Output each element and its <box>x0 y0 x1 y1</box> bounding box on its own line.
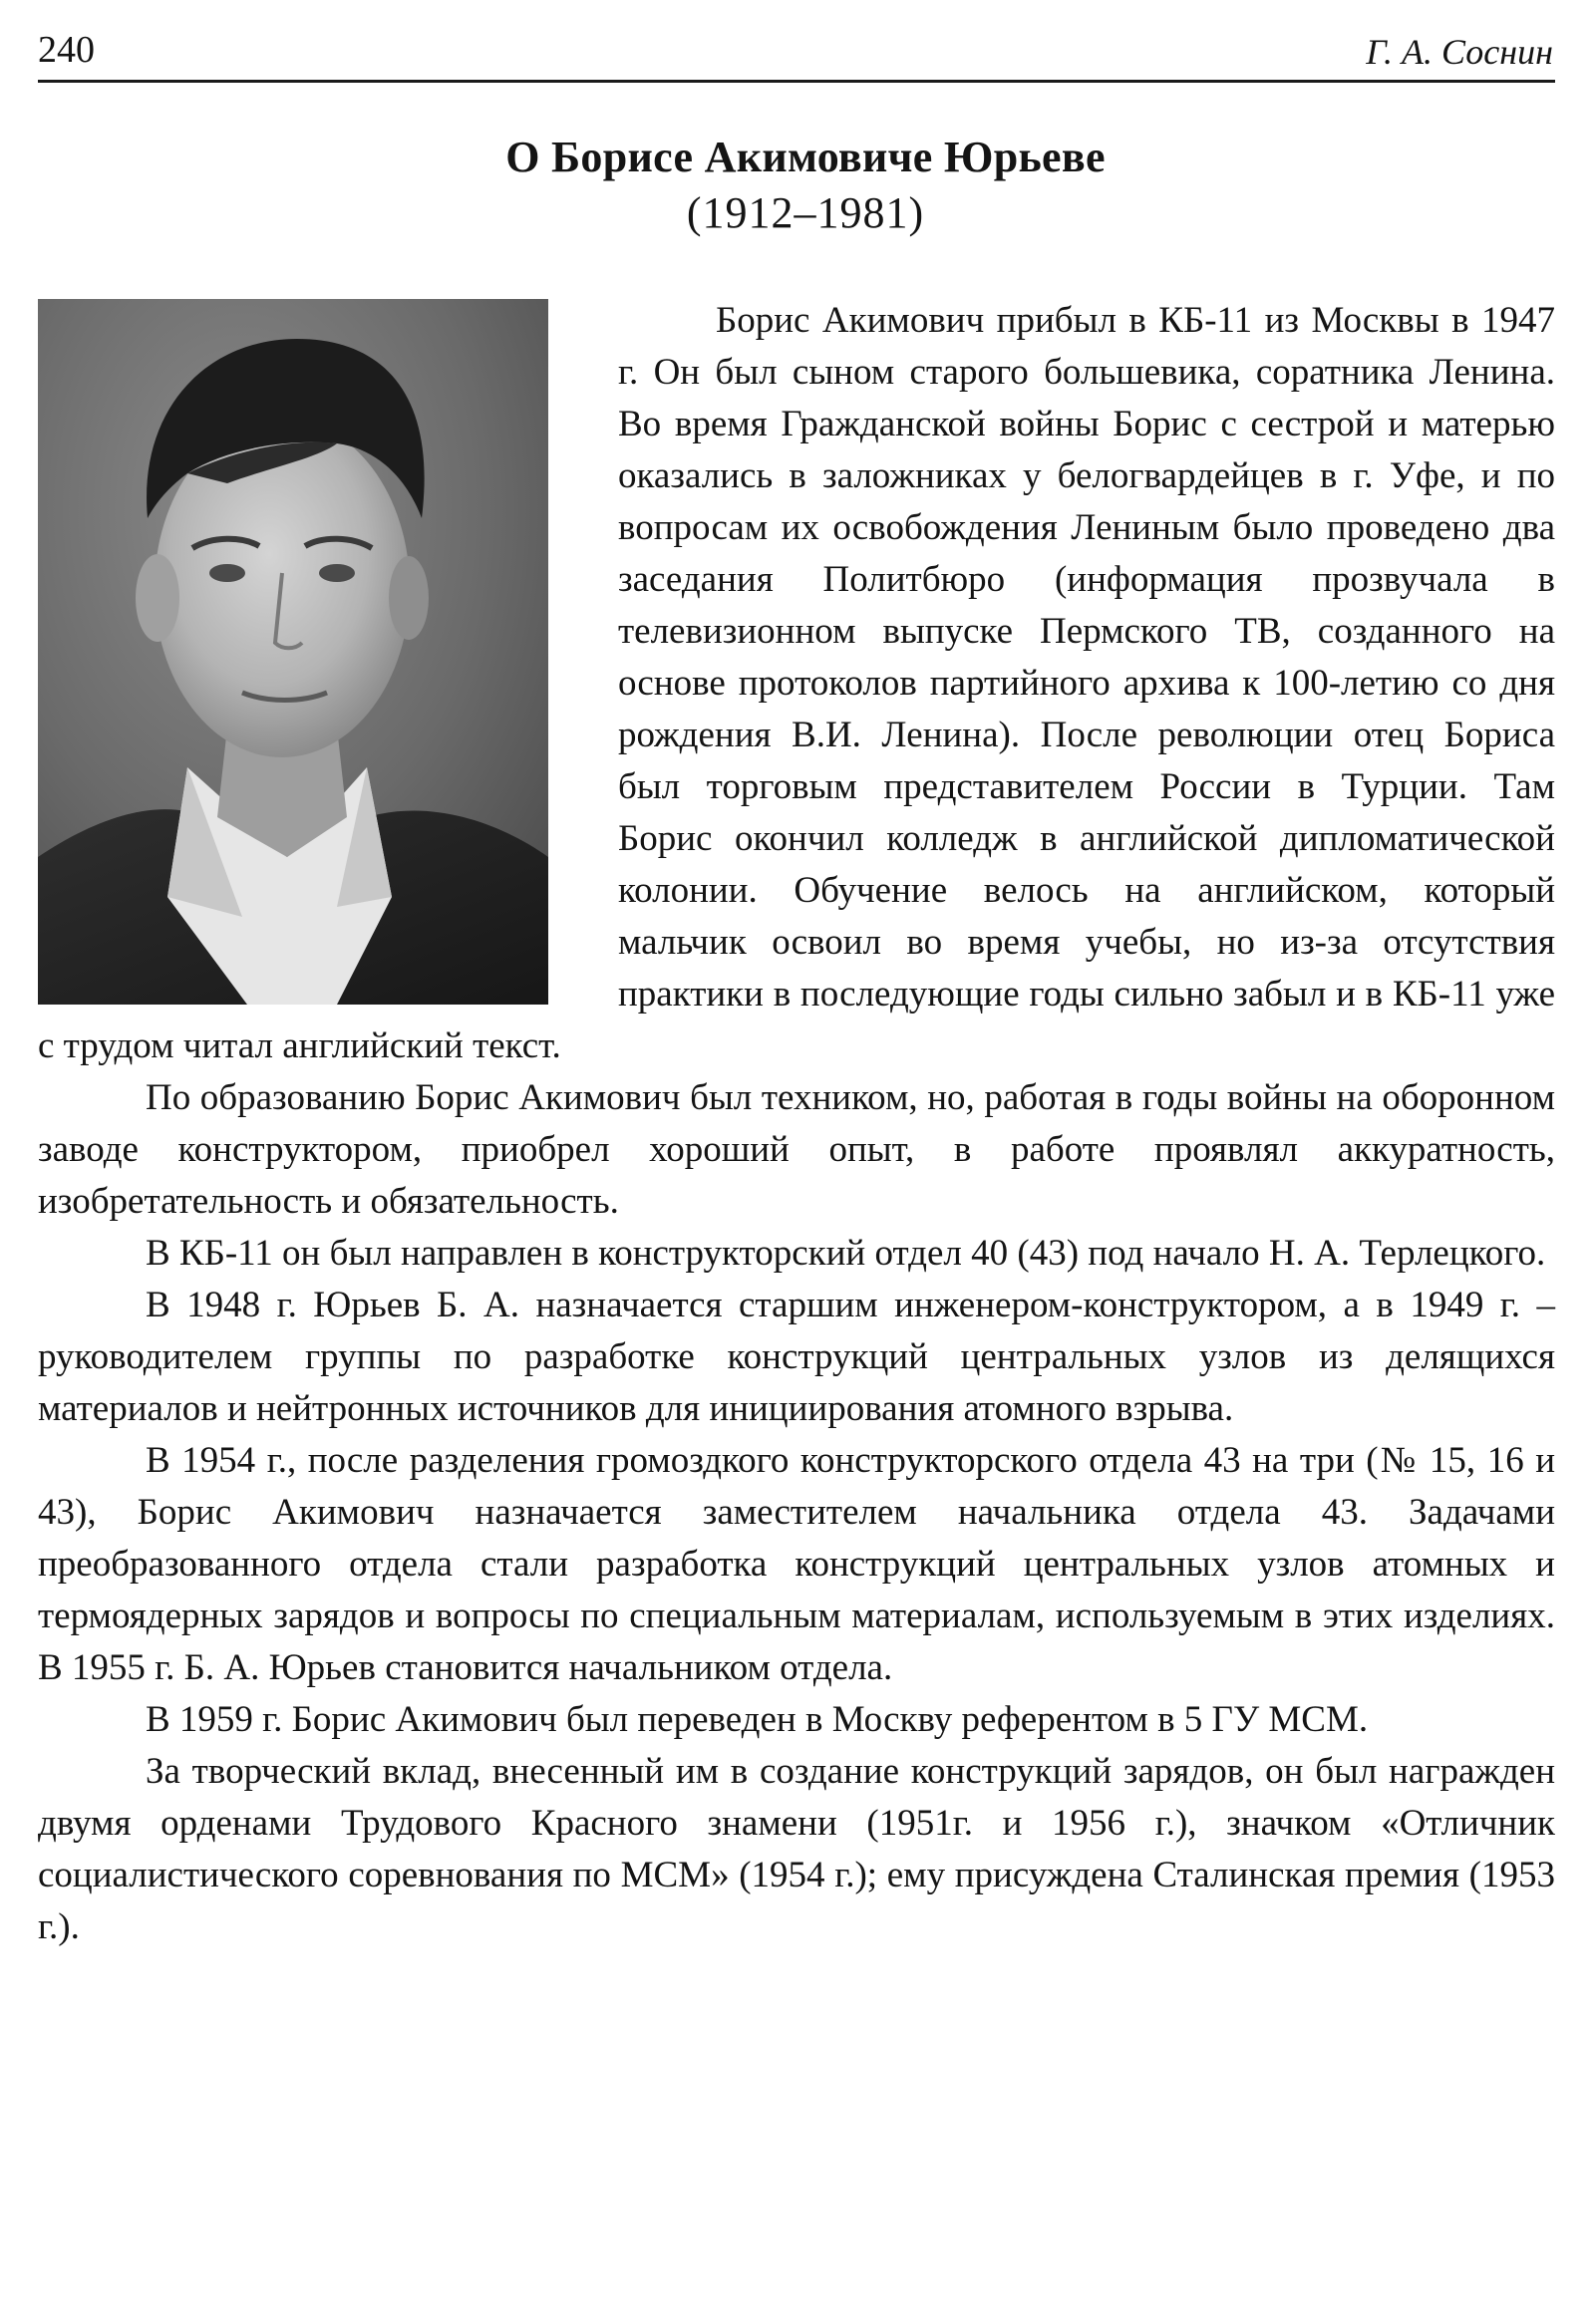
paragraph-7: За творческий вклад, внесенный им в создание конструкций зарядов, он был награжден двумя орденами Трудового Красного знамени (1951г. и 1956 г.), значком «Отличник социалистического соревнования по МСМ» (1954 г.); ему присуждена Сталинская премия (1953 г.). <box>38 1751 1555 1947</box>
article-body <box>38 295 1555 1953</box>
page-number: 240 <box>38 29 95 71</box>
running-author: Г. А. Соснин <box>1366 32 1553 72</box>
article-heading <box>0 130 1595 241</box>
paragraph-6: В 1959 г. Борис Акимович был переведен в Москву референтом в 5 ГУ МСМ. <box>146 1699 1369 1740</box>
paragraph-3: В КБ-11 он был направлен в конструкторский отдел 40 (43) под начало Н. А. Терлецкого. <box>146 1233 1546 1274</box>
article-title: О Борисе Акимовиче Юрьеве <box>505 133 1106 181</box>
paragraph-2: По образованию Борис Акимович был техником, но, работая в годы войны на оборонном заводе конструктором, приобрел хороший опыт, в работе проявлял аккуратность, изобретательность и обязательность. <box>38 1077 1555 1222</box>
paragraph-4: В 1948 г. Юрьев Б. А. назначается старшим инженером-конструктором, а в 1949 г. – руководителем группы по разработке конструкций центральных узлов из делящихся материалов и нейтронных источников для инициирования атомного взрыва. <box>38 1285 1555 1429</box>
running-header <box>38 24 1555 83</box>
photo-spacer <box>38 295 618 1009</box>
article-years: (1912–1981) <box>686 188 925 237</box>
paragraph-5: В 1954 г., после разделения громоздкого конструкторского отдела 43 на три (№ 15, 16 и 43), Борис Акимович назначается заместителем начальника отдела 43. Задачами преобразованного отдела стали разработка конструкций центральных узлов атомных и термоядерных зарядов и вопросы по специальным материалам, используемым в этих изделиях. В 1955 г. Б. А. Юрьев становится начальником отдела. <box>38 1440 1555 1688</box>
paragraph-1: Борис Акимович прибыл в КБ-11 из Москвы в 1947 г. Он был сыном старого большевика, соратника Ленина. Во время Гражданской войны Борис с сестрой и матерью оказались в заложниках у белогвардейцев в г. Уфе, и по вопросам их освобождения Лениным было проведено два заседания Политбюро (информация прозвучала в телевизионном выпуске Пермского ТВ, созданного на основе протоколов партийного архива к 100-летию со дня рождения В.И. Ленина). После революции отец Бориса был торговым представителем России в Турции. Там Борис окончил колледж в английской дипломатической колонии. Обучение велось на английском, который мальчик освоил во время учебы, но из-за отсутствия практики в последующие годы сильно забыл и в КБ-11 уже с трудом читал английский текст. <box>38 300 1555 1066</box>
